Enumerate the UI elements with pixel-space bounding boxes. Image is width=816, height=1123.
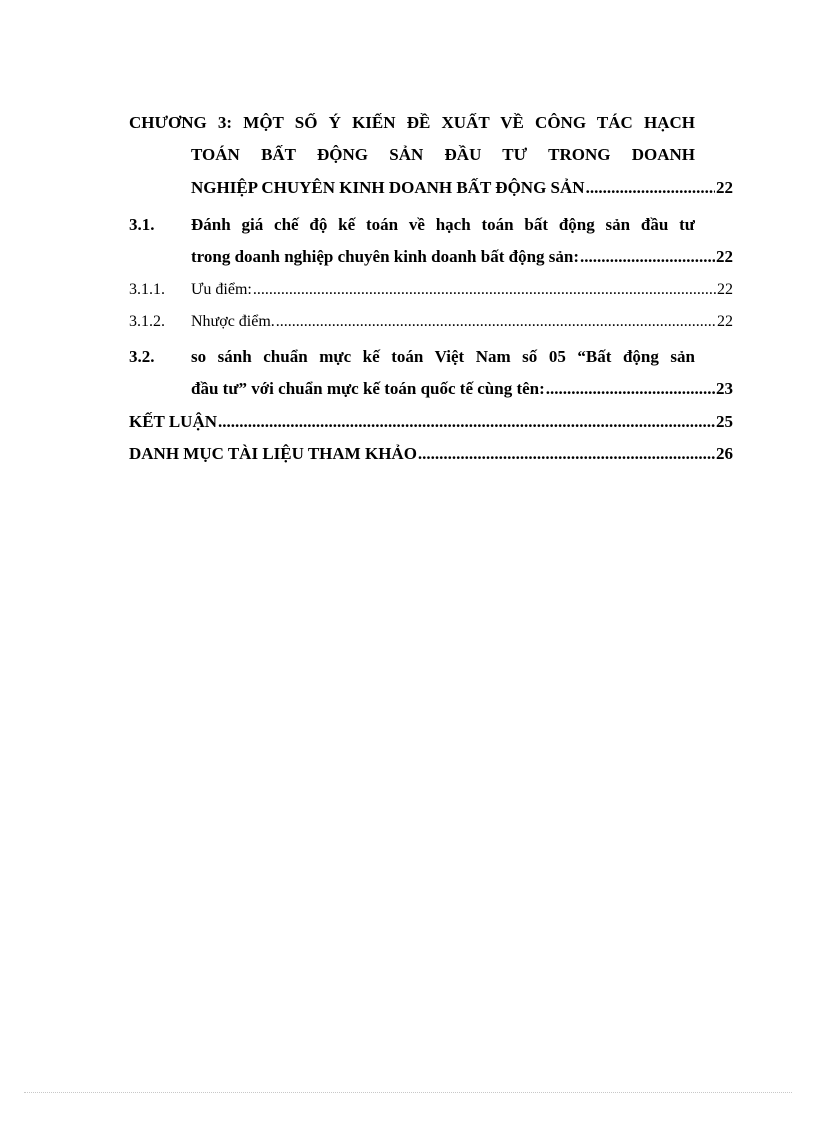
section-3-1-1-page-number: 22 (717, 281, 733, 298)
dot-leader (418, 444, 715, 463)
toc-entry-references[interactable] (129, 444, 733, 476)
chapter-3-title-line-3: NGHIỆP CHUYÊN KINH DOANH BẤT ĐỘNG SẢN (191, 178, 585, 197)
toc-entry-conclusion[interactable] (129, 412, 733, 444)
section-3-1-2-number: 3.1.2. (129, 313, 165, 330)
dot-leader (580, 247, 715, 266)
toc-entry-3-2[interactable] (129, 347, 733, 412)
dot-leader (253, 280, 716, 299)
dot-leader (546, 379, 715, 398)
section-3-2-number: 3.2. (129, 347, 155, 366)
conclusion-page-number: 25 (716, 412, 733, 431)
toc-entry-3-1[interactable] (129, 215, 733, 280)
section-3-1-1-number: 3.1.1. (129, 281, 165, 298)
section-3-2-title-line-2: đầu tư” với chuẩn mực kế toán quốc tế cùng tên: (191, 379, 545, 398)
section-3-1-page-number: 22 (716, 247, 733, 266)
section-3-1-1-title: Ưu điểm: (191, 281, 252, 298)
section-3-1-2-title: Nhược điểm. (191, 313, 275, 330)
chapter-3-page-number: 22 (716, 178, 733, 197)
references-title: DANH MỤC TÀI LIỆU THAM KHẢO (129, 444, 417, 463)
table-of-contents (129, 113, 733, 476)
dot-leader (586, 178, 715, 197)
references-page-number: 26 (716, 444, 733, 463)
section-3-1-2-page-number: 22 (717, 313, 733, 330)
section-3-1-title-line-1: Đánh giá chế độ kế toán về hạch toán bất động sản đầu tư (191, 215, 695, 234)
chapter-3-title-line-1: CHƯƠNG 3: MỘT SỐ Ý KIẾN ĐỀ XUẤT VỀ CÔNG TÁC HẠCH (129, 113, 695, 132)
dot-leader (218, 412, 715, 431)
toc-entry-3-1-1[interactable] (129, 280, 733, 312)
section-3-1-title-line-2: trong doanh nghiệp chuyên kinh doanh bất động sản: (191, 247, 580, 266)
toc-entry-chapter-3[interactable] (129, 113, 733, 208)
section-3-1-number: 3.1. (129, 215, 155, 234)
toc-entry-3-1-2[interactable] (129, 312, 733, 344)
page-bottom-divider (24, 1092, 792, 1093)
conclusion-title: KẾT LUẬN (129, 412, 218, 431)
dot-leader (276, 312, 716, 331)
section-3-2-page-number: 23 (716, 379, 733, 398)
chapter-3-title-line-2: TOÁN BẤT ĐỘNG SẢN ĐẦU TƯ TRONG DOANH (191, 145, 695, 164)
section-3-2-title-line-1: so sánh chuẩn mực kế toán Việt Nam số 05 “Bất động sản (191, 347, 695, 366)
